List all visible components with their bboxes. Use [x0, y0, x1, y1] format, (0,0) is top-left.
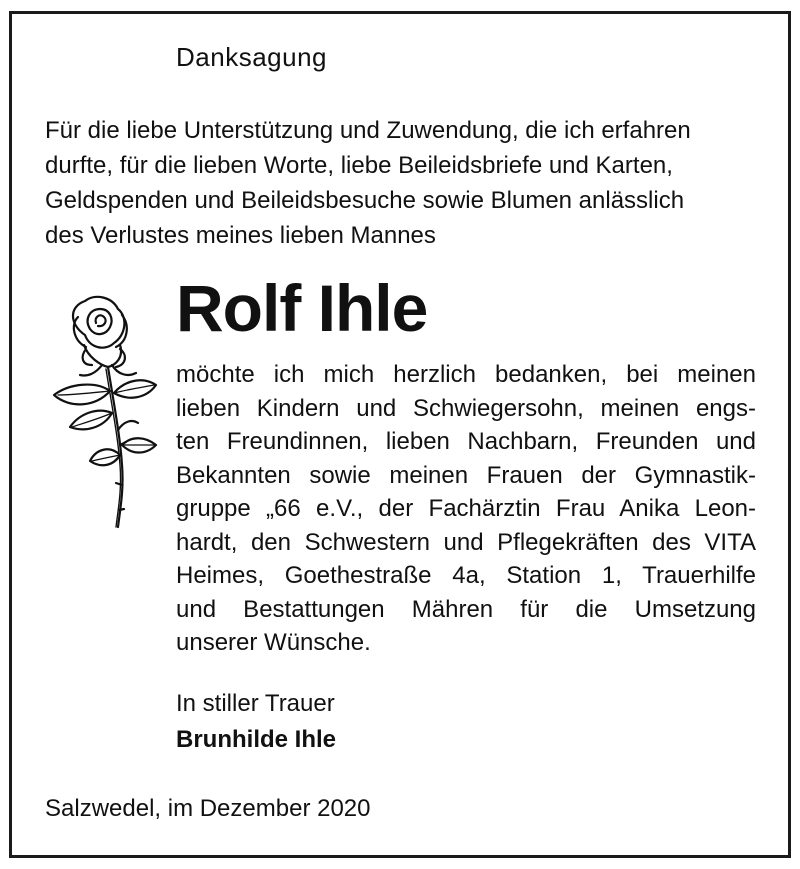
mourning-phrase: In stiller Trauer — [176, 690, 335, 717]
rose-icon — [40, 295, 170, 545]
place-date: Salzwedel, im Dezember 2020 — [45, 795, 371, 822]
thanks-line: möchte ich mich herzlich bedanken, bei meinen — [176, 361, 756, 388]
thanks-line: und Bestattungen Mähren für die Umsetzung — [176, 595, 756, 623]
thanks-text — [176, 358, 756, 660]
thanks-line: Bekannten sowie meinen Frauen der Gymnastik- — [176, 461, 756, 489]
deceased-name: Rolf Ihle — [176, 271, 428, 345]
intro-line: Für die liebe Unterstützung und Zuwendung, die ich erfahren — [45, 117, 691, 144]
intro-line: Geldspenden und Beileidsbesuche sowie Blumen anlässlich — [45, 187, 685, 214]
intro-line: durfte, für die lieben Worte, liebe Beileidsbriefe und Karten, — [45, 152, 673, 179]
signer-name: Brunhilde Ihle — [176, 726, 337, 753]
thanks-line: ten Freundinnen, lieben Nachbarn, Freunden und — [176, 428, 756, 455]
thanks-line: Heimes, Goethestraße 4a, Station 1, Trauerhilfe — [176, 562, 756, 589]
thanks-line: lieben Kindern und Schwiegersohn, meinen engs- — [176, 394, 756, 422]
thanks-line: unserer Wünsche. — [176, 629, 371, 656]
thanks-line: gruppe „66 e.V., der Fachärztin Frau Anika Leon- — [176, 495, 756, 522]
notice-heading: Danksagung — [176, 42, 327, 72]
thanks-line: hardt, den Schwestern und Pflegekräften des VITA — [176, 528, 756, 556]
intro-line: des Verlustes meines lieben Mannes — [45, 222, 436, 249]
intro-text — [45, 113, 757, 253]
